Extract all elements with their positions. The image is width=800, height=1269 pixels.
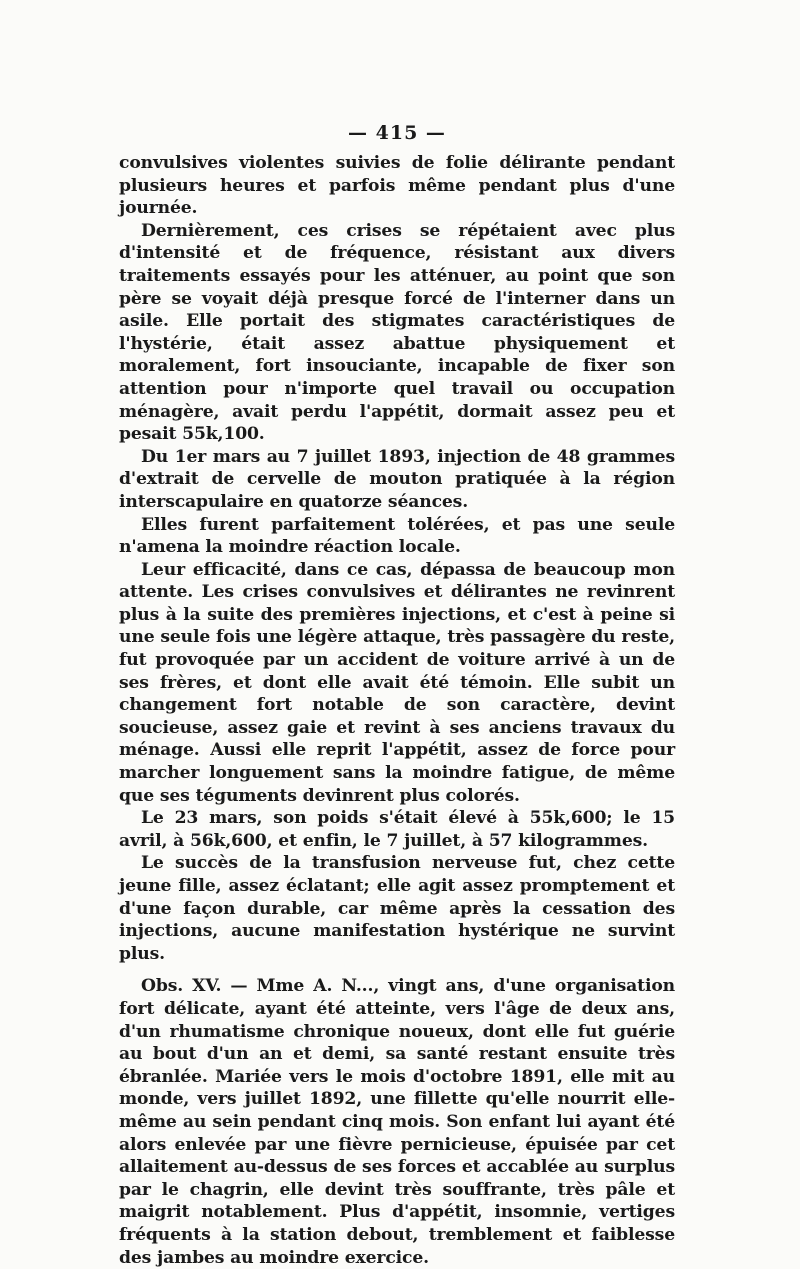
page-body	[119, 118, 675, 1269]
observation-xv-paragraph: Obs. XV. — Mme A. N..., vingt ans, d'une organisation fort délicate, ayant été atteinte, vers l'âge de deux ans, d'un rhumatisme chronique noueux, dont elle fut guérie au bout d'un an et demi, sa santé restant ensuite très ébranlée. Mariée vers le mois d'octobre 1891, elle mit au monde, vers juillet 1892, une fillette qu'elle nourrit elle-même au sein pendant cinq mois. Son enfant lui ayant été alors enlevée par une fièvre pernicieuse, épuisée par cet allaitement au-dessus de ses forces et accablée au surplus par le chagrin, elle devint très souffrante, très pâle et maigrit notablement. Plus d'appétit, insomnie, vertiges fréquents à la station debout, tremblement et faiblesse des jambes au moindre exercice.	[119, 976, 675, 1268]
section-gap	[119, 965, 675, 975]
paragraph-2: Dernièrement, ces crises se répétaient avec plus d'intensité et de fréquence, résistant aux divers traitements essayés pour les atténuer, au point que son père se voyait déjà presque forcé de l'interner dans un asile. Elle portait des stigmates caractéristiques de l'hystérie, était assez abattue physiquement et moralement, fort insouciante, incapable de fixer son attention pour n'importe quel travail ou occupation ménagère, avait perdu l'appétit, dormait assez peu et pesait 55k,100.	[119, 220, 675, 445]
paragraph-5: Leur efficacité, dans ce cas, dépassa de beaucoup mon attente. Les crises convulsives et délirantes ne revinrent plus à la suite des premières injections, et c'est à peine si une seule fois une légère attaque, très passagère du reste, fut provoquée par un accident de voiture arrivé à un de ses frères, et dont elle avait été témoin. Elle subit un changement fort notable de son caractère, devint soucieuse, assez gaie et revint à ses anciens travaux du ménage. Aussi elle reprit l'appétit, assez de force pour marcher longuement sans la moindre fatigue, de même que ses téguments devinrent plus colorés.	[119, 559, 675, 806]
page-number: — 415 —	[348, 122, 446, 144]
paragraph-6: Le 23 mars, son poids s'était élevé à 55k,600; le 15 avril, à 56k,600, et enfin, le 7 juillet, à 57 kilogrammes.	[119, 808, 675, 851]
paragraph-7: Le succès de la transfusion nerveuse fut, chez cette jeune fille, assez éclatant; elle agit assez promptement et d'une façon durable, car même après la cessation des injections, aucune manifestation hystérique ne survint plus.	[119, 853, 675, 964]
paragraph-4: Elles furent parfaitement tolérées, et pas une seule n'amena la moindre réaction locale.	[119, 514, 675, 558]
paragraph-1: convulsives violentes suivies de folie délirante pendant plusieurs heures et parfois même pendant plus d'une journée.	[119, 153, 675, 219]
paragraph-3: Du 1er mars au 7 juillet 1893, injection de 48 grammes d'extrait de cervelle de mouton pratiquée à la région interscapulaire en quatorze séances.	[119, 446, 675, 512]
